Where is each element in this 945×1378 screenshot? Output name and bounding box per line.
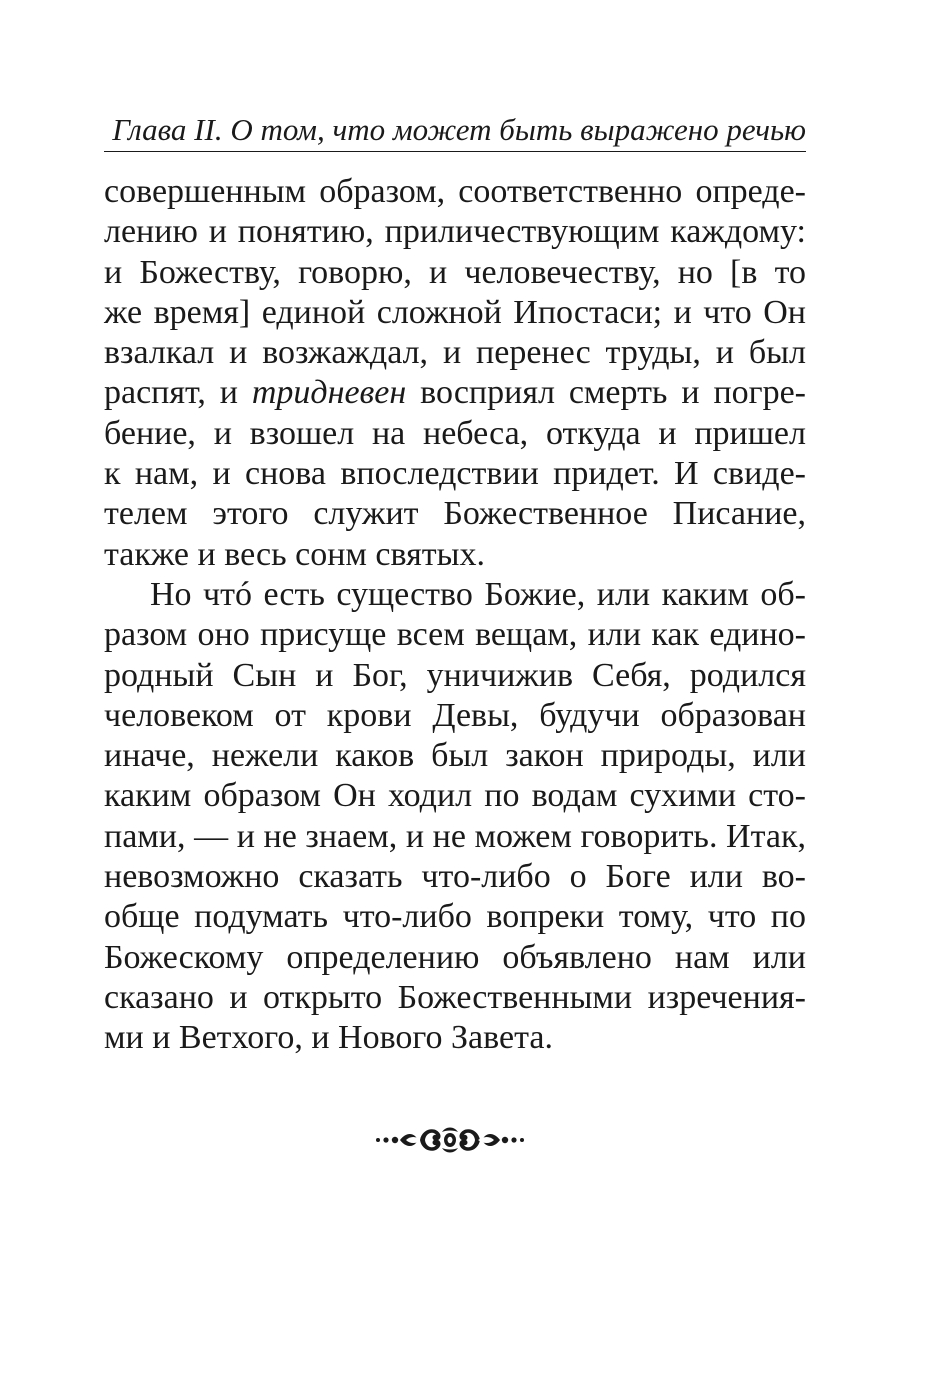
text-line: совершенным образом, соответственно опреде- — [104, 173, 806, 210]
text-line: сказано и открыто Божественными изречения- — [104, 978, 806, 1016]
text-line: разом оно присуще всем вещам, или как едино- — [104, 616, 806, 654]
text-line: телем этого служит Божественное Писание, — [104, 495, 806, 533]
text-line: Но чтó есть существо Божие, или каким об- — [150, 575, 806, 613]
text-line: пами, — и не знаем, и не можем говорить. Итак, — [104, 817, 806, 855]
text-line: каким образом Он ходил по водам сухими сто- — [104, 777, 806, 815]
text-line: родный Сын и Бог, уничижив Себя, родился — [104, 656, 806, 694]
text-run: восприял смерть и погре- — [406, 374, 806, 412]
text-line-mixed — [104, 373, 806, 413]
body-text — [104, 172, 806, 1059]
text-line: лению и понятию, приличествующим каждому: — [104, 213, 806, 251]
text-run: распят, и — [104, 374, 252, 412]
chapter-title: Глава II. О том, что может быть выражено речью — [112, 112, 806, 147]
text-line: иначе, нежели каков был закон природы, или — [104, 737, 806, 775]
text-line: бение, и взошел на небеса, откуда и пришел — [104, 414, 806, 452]
text-line: взалкал и возжаждал, и перенес труды, и был — [104, 334, 806, 372]
italic-word: тридневен — [251, 374, 407, 412]
running-header — [104, 110, 806, 150]
text-line: же время] единой сложной Ипостаси; и что Он — [104, 293, 806, 331]
text-line: ми и Ветхого, и Нового Завета. — [104, 1019, 553, 1057]
text-line: и Божеству, говорю, и человечеству, но [в то — [104, 253, 806, 291]
text-line: к нам, и снова впоследствии придет. И свиде- — [104, 455, 806, 493]
fleuron-ornament-icon — [370, 1120, 530, 1160]
text-line: невозможно сказать что-либо о Боге или во- — [104, 858, 806, 896]
header-rule — [104, 151, 806, 152]
paragraph-2 — [104, 575, 806, 1059]
text-line: Божескому определению объявлено нам или — [104, 938, 806, 976]
text-line: также и весь сонм святых. — [104, 535, 485, 573]
text-line: человеком от крови Девы, будучи образован — [104, 696, 806, 734]
text-line: обще подумать что-либо вопреки тому, что по — [104, 898, 806, 936]
paragraph-1 — [104, 172, 806, 575]
